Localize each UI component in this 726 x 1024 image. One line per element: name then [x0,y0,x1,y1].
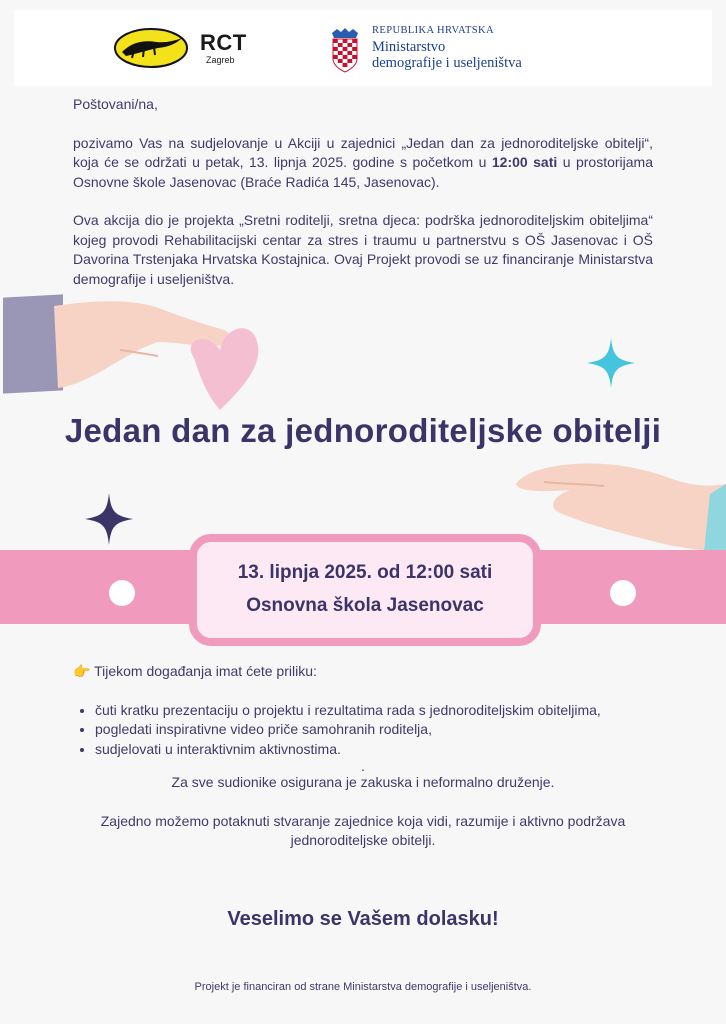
activity-list [73,701,653,760]
pointing-hand-icon: 👉 [73,663,91,679]
ministry-country: REPUBLIKA HRVATSKA [372,25,494,36]
list-item: • čuti kratku prezentaciju o projektu i rezultatima rada s jednoroditeljskim obiteljima, [95,701,653,721]
list-item: • pogledati inspirativne video priče samohranih roditelja, [95,720,653,740]
ribbon-dot-left [109,580,135,606]
sparkle-star-blue-icon [587,338,635,388]
event-title: Jedan dan za jednoroditeljske obitelji [64,412,662,449]
start-time: 12:00 sati [491,154,558,170]
event-location: Osnovna škola Jasenovac [246,595,484,616]
rct-logo-text: RCT [200,30,247,55]
event-info-box [189,534,541,646]
refreshments-note: Za sve sudionike osigurana je zakuska i neformalno druženje. [171,774,555,790]
funding-footer: Projekt je financiran od strane Ministarstva demografije i useljeništva. [194,981,532,993]
closing-message: Veselimo se Vašem dolasku! [227,908,499,930]
community-statement: Zajedno možemo potaknuti stvaranje zajednice koja vidi, razumije i aktivno podržava jednoroditeljske obitelji. [100,812,626,848]
event-datetime: 13. lipnja 2025. od 12:00 sati [237,562,493,583]
open-hand-illustration [514,454,726,554]
intro-p1-text-end: u prostorijama Osnovne škole Jasenovac (Braće Radića 145, Jasenovac). [73,154,653,190]
sparkle-star-navy-icon [85,493,133,545]
ribbon-dot-right [610,580,636,606]
croatian-coat-of-arms-icon [330,27,360,73]
header-logos [14,10,712,86]
intro-paragraph-2: Ova akcija dio je projekta „Sretni roditelji, sretna djeca: podrška jednoroditeljskim obiteljima“ kojeg provodi Rehabilitacijski centar za stres i traumu u partnerstvu s OŠ Jasenovac i OŠ Davorina Trstenjaka Hrvatska Kostajnica. Ovaj Projekt provodi se uz financiranje Ministarstva demografije i useljeništva. [73,212,653,287]
rct-city: Zagreb [206,55,235,65]
details-lead-text: Tijekom događanja imat ćete priliku: [94,663,317,679]
details-lead [73,662,653,682]
hand-with-heart-illustration [54,296,264,416]
ministry-line-2: demografije i useljeništva [372,55,522,71]
intro-p1-text: pozivamo Vas na sudjelovanje u Akciji u zajednici „Jedan dan za jednoroditeljske obitelji“, koja će se održati u petak, 13. lipnja 2025. godine s početkom u [73,134,653,170]
intro-section [73,95,653,289]
list-item: • sudjelovati u interaktivnim aktivnostima. [95,740,653,760]
ministry-name [372,39,522,71]
greeting: Poštovani/na, [73,96,158,112]
rct-logo [114,28,188,68]
details-section [73,662,653,851]
intro-paragraph-1 [73,134,653,193]
separator-dot: . [361,758,365,774]
ministry-line-1: Ministarstvo [372,39,446,55]
